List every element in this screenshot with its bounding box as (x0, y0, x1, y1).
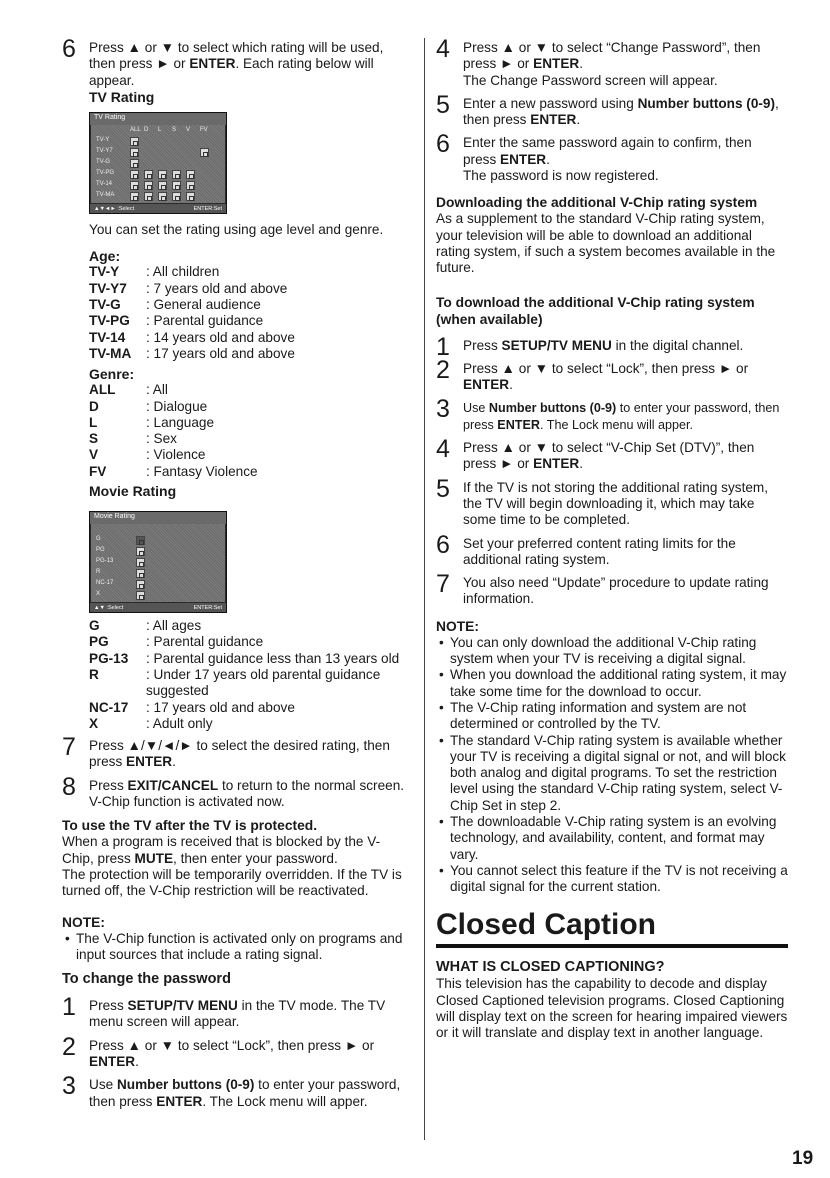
step-number: 2 (436, 355, 450, 384)
osd-footer-left: ▲▼ :Select (94, 604, 124, 611)
step-number: 7 (62, 733, 76, 762)
osd-column-label: FV (200, 127, 208, 134)
rating-description: : General audience (146, 297, 261, 313)
rating-description: : Adult only (146, 715, 213, 731)
rating-description: : 17 years old and above (146, 699, 295, 715)
osd-row-label: TV-Y7 (96, 148, 113, 155)
step-number: 8 (62, 772, 76, 801)
step-text: The password is now registered. (463, 168, 659, 184)
rating-description: : Fantasy Violence (146, 463, 258, 479)
use-tv-text (62, 834, 410, 867)
rating-code: NC-17 (89, 699, 129, 715)
osd-column-label: D (144, 127, 149, 134)
osd-header: TV Rating (90, 113, 226, 125)
step-bold: Number buttons (0-9) (488, 401, 617, 416)
step-text: Use (89, 1077, 117, 1093)
osd-column-label: S (172, 127, 177, 134)
step-text: You also need “Update” procedure to update rating information. (463, 575, 769, 607)
genre-row (89, 431, 258, 447)
movie-row (89, 716, 410, 732)
step-text: , then press (463, 95, 779, 128)
age-row (89, 281, 295, 297)
step-text: Press ▲ or ▼ to select “Change Password”, then press ► or (463, 40, 761, 72)
download-step-4 (436, 435, 788, 473)
rating-description: : Under 17 years old parental guidance suggested (146, 666, 381, 699)
download-step-7 (436, 570, 788, 608)
step-bold: Number buttons (0-9) (116, 1077, 255, 1093)
age-heading: Age: (89, 248, 121, 265)
right-note-list (436, 635, 788, 896)
osd-column-label: ALL (130, 127, 141, 134)
note-item: • The V-Chip rating information and system are not determined or controlled by the TV. (450, 700, 788, 733)
step-number: 3 (436, 395, 450, 424)
rating-code: PG (89, 634, 109, 650)
change-step-1 (62, 993, 410, 1031)
rating-description: : All (146, 382, 168, 398)
rating-code: S (89, 431, 99, 447)
lock-icon (130, 137, 139, 146)
what-is-cc-heading: WHAT IS CLOSED CAPTIONING? (436, 959, 665, 976)
note-item: • The V-Chip function is activated only on programs and input sources that include a rating signal. (76, 931, 410, 964)
note-list (62, 931, 410, 964)
rating-description: : All ages (146, 618, 202, 634)
step-bold: SETUP/TV MENU (127, 998, 238, 1014)
movie-row (89, 618, 410, 634)
genre-row (89, 464, 258, 480)
osd-row-label: TV-G (96, 159, 111, 166)
step-text: . (576, 112, 581, 128)
step-7-select-desired-rating (62, 733, 410, 771)
osd-footer (90, 204, 226, 213)
step-number: 5 (436, 474, 450, 503)
step-text: Press ▲/▼/◄/► to select the desired rating, then press (89, 738, 390, 770)
step-4-change-password (436, 35, 788, 89)
rating-description: : 17 years old and above (146, 345, 295, 361)
download-steps (436, 332, 788, 608)
lock-icon (186, 192, 195, 201)
download-text: As a supplement to the standard V-Chip rating system, your television will be able to download an additional rating system, if such a system becomes available in the future. (436, 211, 776, 276)
step-text: Enter a new password using (463, 95, 638, 111)
what-is-cc-text: This television has the capability to decode and display Closed Captioned television programs. Closed Captioning will display text on the screen for hearing impaired viewers or it will translate and display text in another language. (436, 976, 788, 1041)
movie-definitions (89, 618, 410, 732)
lock-icon (130, 181, 139, 190)
step-text: in the digital channel. (611, 337, 744, 353)
genre-definitions (89, 382, 258, 480)
left-column (62, 35, 410, 1117)
step-number: 4 (436, 35, 450, 63)
to-download-heading: To download the additional V-Chip rating system (when available) (436, 294, 755, 327)
note-item: • You can only download the additional V-Chip rating system when your TV is receiving a digital signal. (450, 635, 788, 668)
age-genre-intro: You can set the rating using age level and genre. (89, 222, 384, 238)
rating-code: TV-PG (89, 313, 130, 329)
movie-row (89, 634, 410, 650)
lock-icon (130, 148, 139, 157)
step-number: 7 (436, 570, 450, 599)
step-text: Press ▲ or ▼ to select “Lock”, then press ► or (89, 1037, 375, 1053)
movie-row (89, 667, 410, 700)
age-row (89, 346, 295, 362)
lock-icon (158, 192, 167, 201)
rating-code: L (89, 414, 98, 430)
tv-rating-screen-image (89, 112, 227, 214)
step-text: . (546, 151, 550, 167)
rating-code: X (89, 715, 99, 731)
change-password-heading: To change the password (62, 971, 231, 988)
lock-icon (136, 558, 145, 567)
age-definitions (89, 264, 295, 362)
rating-description: : Parental guidance (146, 313, 264, 329)
step-text: to return to the normal screen. V-Chip function is activated now. (89, 777, 405, 810)
step-text: . The Lock menu will apper. (539, 417, 694, 432)
closed-caption-title: Closed Caption (436, 908, 657, 942)
osd-footer-right: ENTER:Set (193, 205, 222, 212)
osd-footer (90, 603, 226, 612)
step-text: The Change Password screen will appear. (463, 72, 718, 88)
age-row (89, 313, 295, 329)
lock-icon (186, 181, 195, 190)
lock-icon (158, 170, 167, 179)
age-row (89, 297, 295, 313)
step-6-select-rating (62, 35, 410, 105)
lock-icon (144, 181, 153, 190)
download-step-1 (436, 332, 788, 361)
osd-footer-right: ENTER:Set (193, 604, 222, 611)
download-step-2 (436, 355, 788, 394)
lock-icon (130, 159, 139, 168)
right-column (436, 35, 788, 1042)
step-bold: ENTER (189, 56, 236, 72)
step-text: to enter your password, then press (463, 401, 780, 432)
osd-column-label: L (158, 127, 162, 134)
rating-description: : All children (146, 264, 220, 280)
step-text: Press (463, 337, 502, 353)
step-bold: ENTER (533, 56, 580, 72)
lock-icon (130, 170, 139, 179)
lock-icon (130, 192, 139, 201)
step-text: Set your preferred content rating limits for the additional rating system. (463, 535, 736, 567)
lock-icon (172, 192, 181, 201)
step-text: . (579, 56, 583, 72)
step-number: 1 (62, 993, 76, 1022)
rating-code: TV-MA (89, 345, 132, 361)
genre-row (89, 447, 258, 463)
step-bold: ENTER (89, 1053, 136, 1069)
osd-row-label: TV-Y (96, 137, 110, 144)
step-number: 5 (436, 90, 450, 119)
change-step-2 (62, 1032, 410, 1071)
column-divider (424, 38, 425, 1140)
text-run: , then enter your password. (173, 850, 338, 866)
osd-row-label: TV-MA (96, 192, 115, 199)
rating-description: : 14 years old and above (146, 329, 295, 345)
step-text: Press ▲ or ▼ to select which rating will be used, then press ► or (89, 40, 384, 72)
rating-code: PG-13 (89, 650, 129, 666)
rating-code: D (89, 398, 99, 414)
step-8-exit (62, 772, 410, 811)
rating-code: R (89, 666, 99, 682)
step-text: to enter your password, then press (89, 1077, 401, 1109)
unlock-icon (136, 536, 145, 545)
osd-row-label: TV-PG (96, 170, 115, 177)
genre-heading: Genre: (89, 366, 135, 383)
rating-description: : 7 years old and above (146, 280, 288, 296)
step-bold: ENTER (500, 151, 547, 167)
page-number: 19 (792, 1148, 814, 1169)
osd-column-label: V (186, 127, 191, 134)
step-number: 4 (436, 435, 450, 464)
age-row (89, 264, 295, 280)
download-heading: Downloading the additional V-Chip rating system (436, 195, 758, 211)
lock-icon (136, 580, 145, 589)
rating-code: G (89, 618, 100, 634)
step-bold: ENTER (530, 112, 577, 128)
rating-code: TV-Y (89, 264, 120, 280)
title-rule (436, 944, 788, 948)
step-text: Press ▲ or ▼ to select “V-Chip Set (DTV)”, then press ► or (463, 440, 755, 472)
step-bold: ENTER (156, 1093, 203, 1109)
right-note-heading: NOTE: (436, 618, 479, 634)
lock-icon (172, 170, 181, 179)
text-run: When a program is received that is blocked by the V-Chip, press (62, 834, 381, 866)
step-bold: ENTER (463, 377, 510, 393)
download-step-5 (436, 474, 788, 529)
step-text: If the TV is not storing the additional rating system, the TV will begin downloading it, which may take some time to be completed. (463, 479, 769, 528)
lock-icon (136, 569, 145, 578)
movie-row (89, 700, 410, 716)
note-item: • You cannot select this feature if the TV is not receiving a digital signal for the current station. (450, 863, 788, 896)
step-number: 6 (62, 35, 76, 63)
step-text: Press ▲ or ▼ to select “Lock”, then press ► or (463, 360, 749, 376)
step-bold: ENTER (533, 456, 580, 472)
step-6-confirm-password (436, 130, 788, 184)
step-text: . (135, 1053, 139, 1069)
osd-row-label: X (96, 591, 101, 598)
osd-row-label: G (96, 536, 101, 543)
step-text: . (579, 456, 583, 472)
rating-code: TV-Y7 (89, 280, 127, 296)
step-number: 1 (436, 332, 450, 361)
osd-footer-left: ▲▼◄► :Select (94, 205, 135, 212)
lock-icon (158, 181, 167, 190)
genre-row (89, 399, 258, 415)
lock-icon (186, 170, 195, 179)
rating-code: ALL (89, 382, 116, 398)
lock-icon (144, 192, 153, 201)
osd-row-label: TV-14 (96, 181, 113, 188)
note-heading: NOTE: (62, 914, 105, 930)
osd-row-label: PG-13 (96, 558, 114, 565)
download-step-6 (436, 530, 788, 569)
rating-description: : Dialogue (146, 398, 208, 414)
note-item: • The standard V-Chip rating system is available whether your TV is receiving a digital signal or not, and will block both analog and digital programs. To set the restriction level using the standard V-Chip rating system, select V-Chip Set in step 2. (450, 733, 788, 814)
rating-description: : Parental guidance (146, 634, 264, 650)
rating-description: : Violence (146, 447, 206, 463)
osd-row-label: PG (96, 547, 105, 554)
step-number: 6 (436, 130, 450, 159)
osd-row-label: R (96, 569, 101, 576)
step-number: 3 (62, 1072, 76, 1101)
download-step-3 (436, 395, 788, 433)
step-text: . The Lock menu will apper. (202, 1093, 368, 1109)
genre-row (89, 415, 258, 431)
rating-description: : Parental guidance less than 13 years old (146, 650, 400, 666)
use-tv-heading: To use the TV after the TV is protected. (62, 818, 318, 834)
lock-icon (200, 148, 209, 157)
rating-code: TV-14 (89, 329, 126, 345)
change-step-3 (62, 1072, 410, 1110)
rating-code: TV-G (89, 297, 121, 313)
lock-icon (172, 181, 181, 190)
use-tv-text-2: The protection will be temporarily overridden. If the TV is turned off, the V-Chip restriction will be reactivated. (62, 866, 402, 899)
step-text: Press (89, 998, 128, 1014)
age-row (89, 330, 295, 346)
step-5-new-password (436, 90, 788, 129)
step-text: in the TV mode. The TV menu screen will appear. (89, 998, 386, 1030)
note-item: • When you download the additional rating system, it may take some time for the download to occur. (450, 667, 788, 700)
rating-code: V (89, 447, 99, 463)
movie-row (89, 651, 410, 667)
step-bold: ENTER (126, 754, 173, 770)
rating-description: : Sex (146, 431, 177, 447)
rating-code: FV (89, 463, 107, 479)
step-bold: Number buttons (0-9) (637, 95, 776, 111)
step-bold: ENTER (497, 417, 540, 432)
text-bold: MUTE (134, 850, 174, 866)
osd-row-label: NC-17 (96, 580, 114, 587)
lock-icon (136, 591, 145, 600)
step-text: Use (463, 401, 489, 416)
step-number: 6 (436, 530, 450, 559)
step-text: Enter the same password again to confirm, then press (463, 135, 752, 167)
step-number: 2 (62, 1032, 76, 1061)
osd-header: Movie Rating (90, 512, 226, 524)
note-item: • The downloadable V-Chip rating system is an evolving technology, and availability, content, and format may vary. (450, 814, 788, 863)
step-text: . (172, 754, 176, 770)
step-text: Press (89, 777, 128, 793)
lock-icon (144, 170, 153, 179)
step-text: . Each rating below will appear. (89, 56, 374, 88)
step-bold: EXIT/CANCEL (127, 777, 219, 793)
closed-caption-section (436, 907, 788, 1041)
step-text: . (509, 377, 513, 393)
movie-rating-heading: Movie Rating (89, 483, 177, 500)
rating-description: : Language (146, 414, 215, 430)
movie-rating-screen-image (89, 511, 227, 613)
step-bold: SETUP/TV MENU (501, 337, 612, 353)
tv-rating-heading: TV Rating (89, 88, 155, 105)
genre-row (89, 382, 258, 398)
lock-icon (136, 547, 145, 556)
